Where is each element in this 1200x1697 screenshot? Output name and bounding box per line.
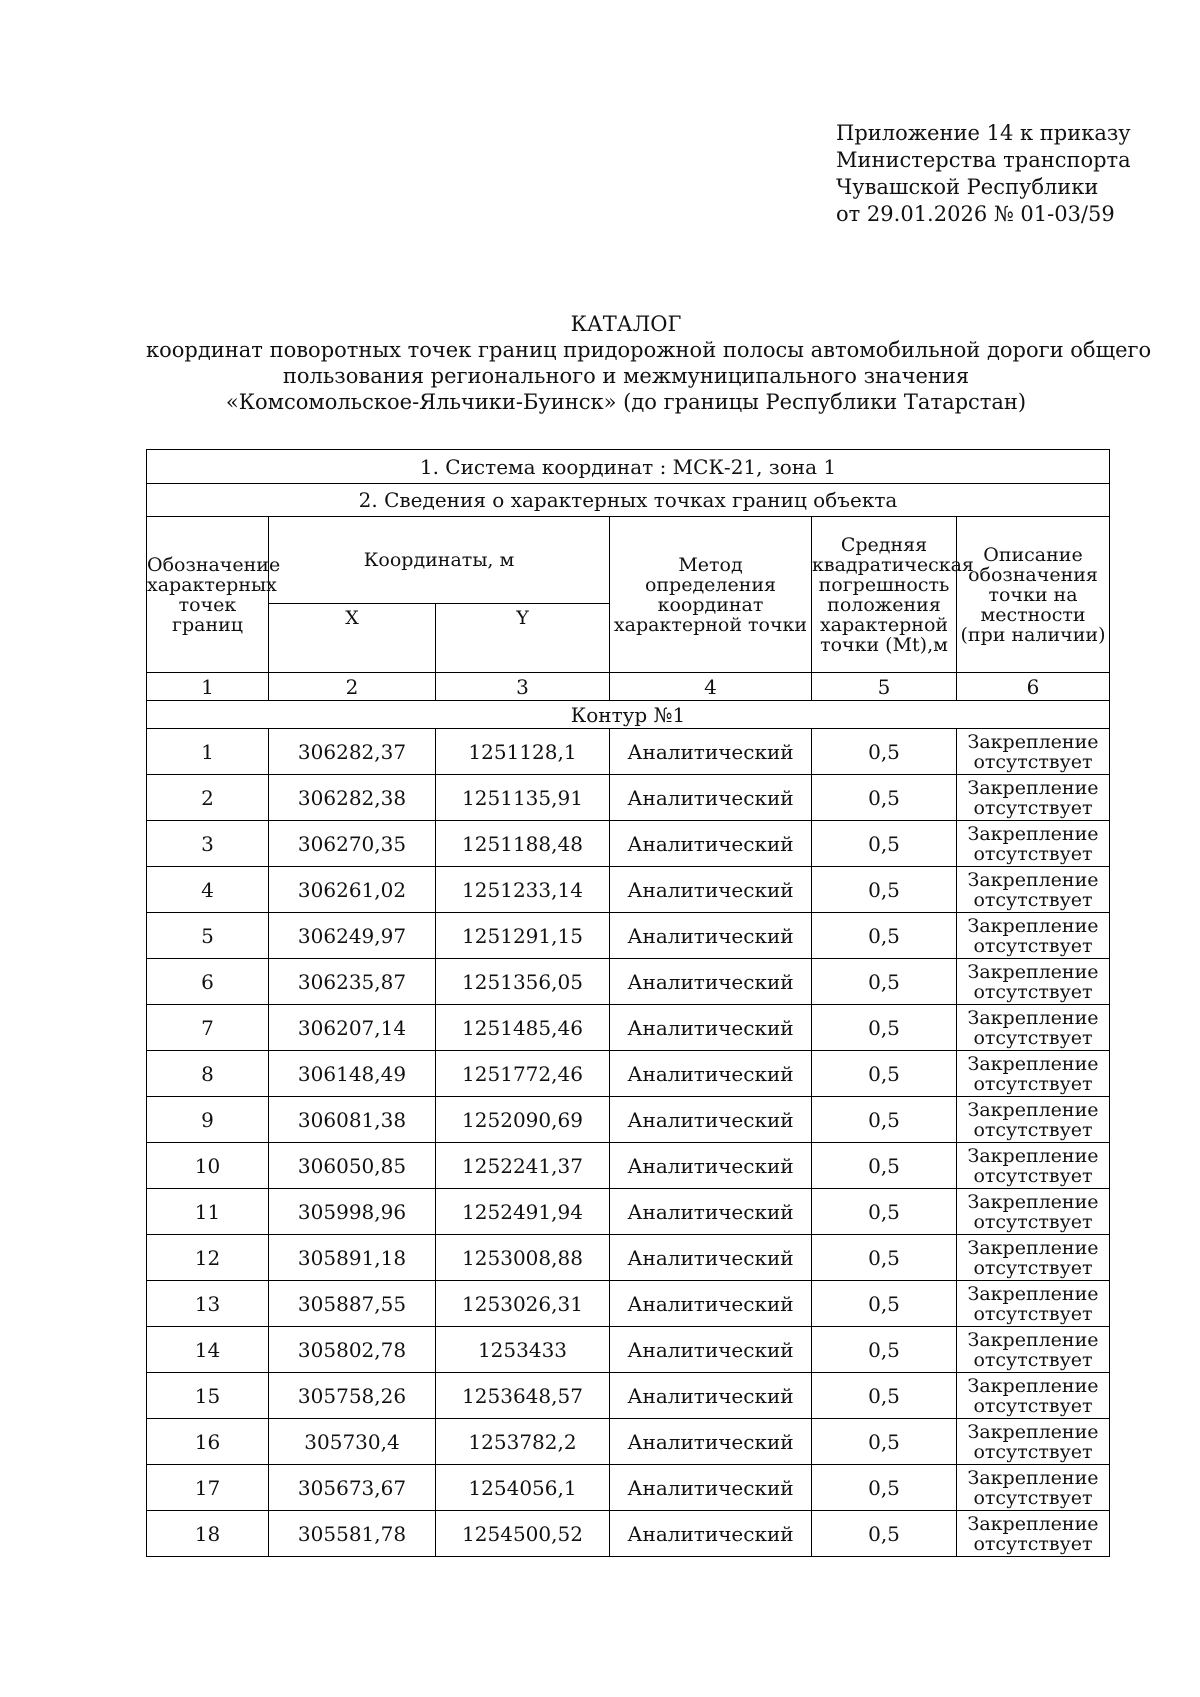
method-value: Аналитический (610, 1005, 812, 1051)
description-value: Закрепление отсутствует (957, 821, 1110, 867)
error-value: 0,5 (812, 1419, 957, 1465)
appendix-note (836, 120, 1131, 228)
method-value: Аналитический (610, 867, 812, 913)
point-number: 14 (147, 1327, 269, 1373)
x-value: 305581,78 (269, 1511, 436, 1557)
x-value: 306235,87 (269, 959, 436, 1005)
x-value: 306148,49 (269, 1051, 436, 1097)
table-row (147, 867, 1110, 913)
point-number: 7 (147, 1005, 269, 1051)
table-row (147, 1373, 1110, 1419)
y-value: 1251135,91 (436, 775, 610, 821)
contour-label: Контур №1 (147, 701, 1110, 729)
method-value: Аналитический (610, 1281, 812, 1327)
method-value: Аналитический (610, 1051, 812, 1097)
y-value: 1251772,46 (436, 1051, 610, 1097)
appendix-line: Министерства транспорта (836, 148, 1131, 172)
method-value: Аналитический (610, 821, 812, 867)
column-number: 5 (812, 673, 957, 701)
description-value: Закрепление отсутствует (957, 913, 1110, 959)
point-number: 5 (147, 913, 269, 959)
method-value: Аналитический (610, 1419, 812, 1465)
y-value: 1254056,1 (436, 1465, 610, 1511)
description-value: Закрепление отсутствует (957, 1281, 1110, 1327)
y-value: 1252090,69 (436, 1097, 610, 1143)
error-value: 0,5 (812, 867, 957, 913)
method-value: Аналитический (610, 1097, 812, 1143)
y-value: 1253008,88 (436, 1235, 610, 1281)
coordinate-system: 1. Система координат : МСК-21, зона 1 (147, 450, 1110, 484)
x-value: 305730,4 (269, 1419, 436, 1465)
table-row (147, 775, 1110, 821)
description-value: Закрепление отсутствует (957, 1235, 1110, 1281)
description-value: Закрепление отсутствует (957, 1373, 1110, 1419)
header-y: Y (436, 604, 610, 673)
method-value: Аналитический (610, 1327, 812, 1373)
table-row (147, 821, 1110, 867)
document-title (146, 311, 1152, 415)
header-description: Описание обозначения точки на местности (при наличии) (957, 517, 1110, 673)
column-number: 6 (957, 673, 1110, 701)
method-value: Аналитический (610, 775, 812, 821)
x-value: 305891,18 (269, 1235, 436, 1281)
error-value: 0,5 (812, 1005, 957, 1051)
point-number: 6 (147, 959, 269, 1005)
error-value: 0,5 (812, 1189, 957, 1235)
appendix-line: от 29.01.2026 № 01-03/59 (836, 202, 1115, 226)
method-value: Аналитический (610, 1189, 812, 1235)
table-row (147, 729, 1110, 775)
description-value: Закрепление отсутствует (957, 959, 1110, 1005)
point-number: 18 (147, 1511, 269, 1557)
error-value: 0,5 (812, 775, 957, 821)
x-value: 306261,02 (269, 867, 436, 913)
title-line: пользования регионального и межмуниципального значения (282, 364, 970, 388)
x-value: 306270,35 (269, 821, 436, 867)
method-value: Аналитический (610, 1511, 812, 1557)
x-value: 305887,55 (269, 1281, 436, 1327)
description-value: Закрепление отсутствует (957, 1143, 1110, 1189)
x-value: 306249,97 (269, 913, 436, 959)
description-value: Закрепление отсутствует (957, 729, 1110, 775)
error-value: 0,5 (812, 1235, 957, 1281)
point-number: 2 (147, 775, 269, 821)
section-title: 2. Сведения о характерных точках границ объекта (147, 484, 1110, 517)
column-number: 1 (147, 673, 269, 701)
table-row (147, 1327, 1110, 1373)
method-value: Аналитический (610, 1235, 812, 1281)
error-value: 0,5 (812, 1373, 957, 1419)
point-number: 1 (147, 729, 269, 775)
table-row (147, 1189, 1110, 1235)
point-number: 12 (147, 1235, 269, 1281)
x-value: 306081,38 (269, 1097, 436, 1143)
y-value: 1252491,94 (436, 1189, 610, 1235)
description-value: Закрепление отсутствует (957, 1327, 1110, 1373)
x-value: 305802,78 (269, 1327, 436, 1373)
x-value: 305758,26 (269, 1373, 436, 1419)
y-value: 1251485,46 (436, 1005, 610, 1051)
description-value: Закрепление отсутствует (957, 1419, 1110, 1465)
appendix-line: Приложение 14 к приказу (836, 121, 1131, 145)
table-row (147, 959, 1110, 1005)
x-value: 306207,14 (269, 1005, 436, 1051)
description-value: Закрепление отсутствует (957, 775, 1110, 821)
header-coordinates: Координаты, м (269, 517, 610, 604)
description-value: Закрепление отсутствует (957, 1005, 1110, 1051)
y-value: 1253648,57 (436, 1373, 610, 1419)
error-value: 0,5 (812, 1143, 957, 1189)
appendix-line: Чувашской Республики (836, 175, 1099, 199)
point-number: 16 (147, 1419, 269, 1465)
column-number: 3 (436, 673, 610, 701)
title-heading: КАТАЛОГ (570, 312, 682, 336)
error-value: 0,5 (812, 1327, 957, 1373)
description-value: Закрепление отсутствует (957, 867, 1110, 913)
column-number: 4 (610, 673, 812, 701)
table-row (147, 1097, 1110, 1143)
point-number: 8 (147, 1051, 269, 1097)
error-value: 0,5 (812, 1511, 957, 1557)
method-value: Аналитический (610, 913, 812, 959)
method-value: Аналитический (610, 729, 812, 775)
y-value: 1251188,48 (436, 821, 610, 867)
point-number: 10 (147, 1143, 269, 1189)
error-value: 0,5 (812, 821, 957, 867)
y-value: 1253433 (436, 1327, 610, 1373)
method-value: Аналитический (610, 959, 812, 1005)
y-value: 1251233,14 (436, 867, 610, 913)
table-row (147, 1051, 1110, 1097)
x-value: 306050,85 (269, 1143, 436, 1189)
method-value: Аналитический (610, 1143, 812, 1189)
y-value: 1251356,05 (436, 959, 610, 1005)
point-number: 15 (147, 1373, 269, 1419)
description-value: Закрепление отсутствует (957, 1511, 1110, 1557)
header-designation: Обозначение характерных точек границ (147, 517, 269, 673)
title-line: координат поворотных точек границ придорожной полосы автомобильной дороги общего (146, 338, 1152, 362)
y-value: 1251291,15 (436, 913, 610, 959)
description-value: Закрепление отсутствует (957, 1189, 1110, 1235)
error-value: 0,5 (812, 913, 957, 959)
point-number: 13 (147, 1281, 269, 1327)
table-row (147, 1143, 1110, 1189)
description-value: Закрепление отсутствует (957, 1465, 1110, 1511)
error-value: 0,5 (812, 729, 957, 775)
error-value: 0,5 (812, 1465, 957, 1511)
error-value: 0,5 (812, 959, 957, 1005)
y-value: 1252241,37 (436, 1143, 610, 1189)
x-value: 306282,37 (269, 729, 436, 775)
method-value: Аналитический (610, 1465, 812, 1511)
point-number: 4 (147, 867, 269, 913)
title-line: «Комсомольское-Яльчики-Буинск» (до границы Республики Татарстан) (225, 390, 1027, 414)
y-value: 1254500,52 (436, 1511, 610, 1557)
table-row (147, 1281, 1110, 1327)
point-number: 11 (147, 1189, 269, 1235)
description-value: Закрепление отсутствует (957, 1097, 1110, 1143)
x-value: 306282,38 (269, 775, 436, 821)
point-number: 3 (147, 821, 269, 867)
table-row (147, 913, 1110, 959)
error-value: 0,5 (812, 1051, 957, 1097)
header-x: X (269, 604, 436, 673)
header-error: Средняя квадратическая погрешность положения характерной точки (Mt),м (812, 517, 957, 673)
table-row (147, 1511, 1110, 1557)
table-row (147, 1465, 1110, 1511)
description-value: Закрепление отсутствует (957, 1051, 1110, 1097)
column-number: 2 (269, 673, 436, 701)
coordinates-table (146, 449, 1110, 1557)
error-value: 0,5 (812, 1097, 957, 1143)
method-value: Аналитический (610, 1373, 812, 1419)
y-value: 1251128,1 (436, 729, 610, 775)
y-value: 1253782,2 (436, 1419, 610, 1465)
y-value: 1253026,31 (436, 1281, 610, 1327)
x-value: 305673,67 (269, 1465, 436, 1511)
point-number: 17 (147, 1465, 269, 1511)
table-row (147, 1419, 1110, 1465)
table-row (147, 1235, 1110, 1281)
point-number: 9 (147, 1097, 269, 1143)
header-method: Метод определения координат характерной точки (610, 517, 812, 673)
table-row (147, 1005, 1110, 1051)
x-value: 305998,96 (269, 1189, 436, 1235)
error-value: 0,5 (812, 1281, 957, 1327)
